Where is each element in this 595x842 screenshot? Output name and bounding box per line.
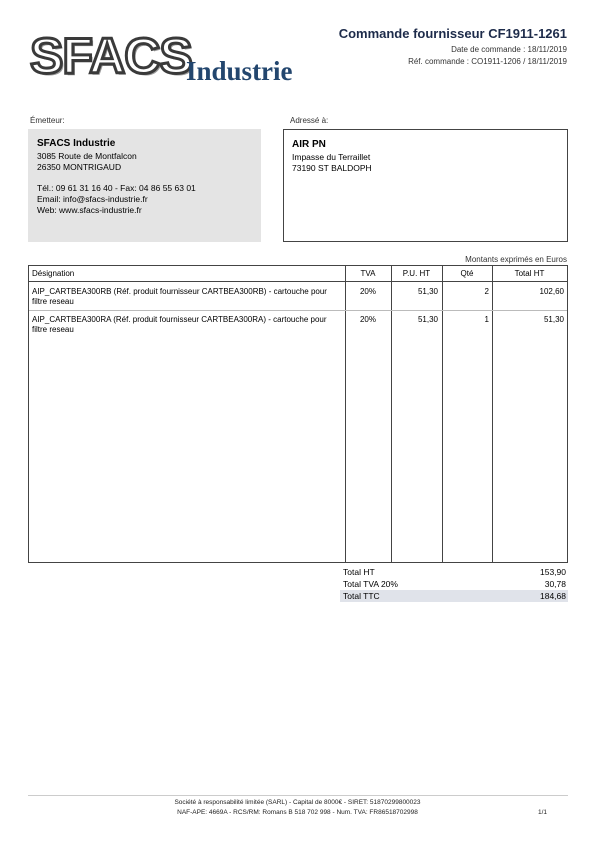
sender-label: Émetteur:: [30, 116, 65, 125]
total-ttc-value: 184,68: [540, 591, 566, 601]
total-tva-value: 30,78: [544, 579, 566, 589]
currency-note: Montants exprimés en Euros: [465, 255, 567, 264]
page-number: 1/1: [537, 809, 547, 816]
recipient-box: [283, 129, 568, 242]
sender-web: Web: www.sfacs-industrie.fr: [37, 205, 142, 215]
row-designation: AIP_CARTBEA300RB (Réf. produit fournisseur CARTBEA300RB) - cartouche pour filtre reseau: [32, 287, 327, 306]
table-header-row: [29, 266, 567, 282]
header-total-ht: Total HT: [514, 269, 545, 278]
row-tva: 20%: [359, 315, 376, 324]
row-total-ht: 51,30: [543, 315, 564, 324]
sender-box: [28, 129, 261, 242]
row-total-ht: 102,60: [539, 287, 564, 296]
total-ttc-label: Total TTC: [343, 591, 380, 601]
logo-sfacs-text: SFACS: [30, 28, 192, 84]
total-ttc-row: [340, 590, 568, 602]
sender-email: Email: info@sfacs-industrie.fr: [37, 194, 148, 204]
order-reference: Réf. commande : CO1911-1206 / 18/11/2019: [408, 57, 567, 66]
order-date: Date de commande : 18/11/2019: [451, 45, 567, 54]
recipient-address-line-2: 73190 ST BALDOPH: [292, 163, 372, 173]
sender-phone: Tél.: 09 61 31 16 40 - Fax: 04 86 55 63 01: [37, 183, 196, 193]
sender-name: SFACS Industrie: [37, 138, 116, 149]
row-divider: [29, 310, 567, 311]
total-ht-value: 153,90: [540, 567, 566, 577]
total-tva-label: Total TVA 20%: [343, 579, 398, 589]
header-designation: Désignation: [32, 269, 75, 278]
row-designation: AIP_CARTBEA300RA (Réf. produit fournisseur CARTBEA300RA) - cartouche pour filtre reseau: [32, 315, 327, 334]
row-quantity: 1: [484, 315, 489, 324]
header-quantity: Qté: [460, 269, 474, 278]
header-tva: TVA: [360, 269, 376, 278]
totals-block: [340, 566, 568, 602]
sender-address-line-2: 26350 MONTRIGAUD: [37, 162, 122, 172]
total-ht-row: [340, 566, 568, 578]
document-title: Commande fournisseur CF1911-1261: [338, 26, 567, 41]
row-tva: 20%: [359, 287, 376, 296]
total-ht-label: Total HT: [343, 567, 375, 577]
recipient-address-line-1: Impasse du Terraillet: [292, 152, 371, 162]
company-logo: [30, 28, 315, 87]
recipient-name: AIR PN: [292, 139, 326, 150]
row-unit-price: 51,30: [417, 315, 438, 324]
row-unit-price: 51,30: [417, 287, 438, 296]
logo-industrie-text: Industrie: [186, 56, 293, 86]
row-quantity: 2: [484, 287, 489, 296]
total-tva-row: [340, 578, 568, 590]
header-unit-price: P.U. HT: [402, 269, 431, 278]
sender-address-line-1: 3085 Route de Montfalcon: [37, 151, 137, 161]
recipient-label: Adressé à:: [290, 116, 329, 125]
footer-legal-line-2: NAF-APE: 4669A - RCS/RM: Romans B 518 702 998 - Num. TVA: FR86518702998: [177, 809, 418, 816]
footer-divider: [28, 795, 568, 796]
order-lines-table: [28, 265, 568, 563]
footer-legal-line-1: Société à responsabilité limitée (SARL) - Capital de 8000€ - SIRET: 51870299800023: [174, 799, 421, 806]
